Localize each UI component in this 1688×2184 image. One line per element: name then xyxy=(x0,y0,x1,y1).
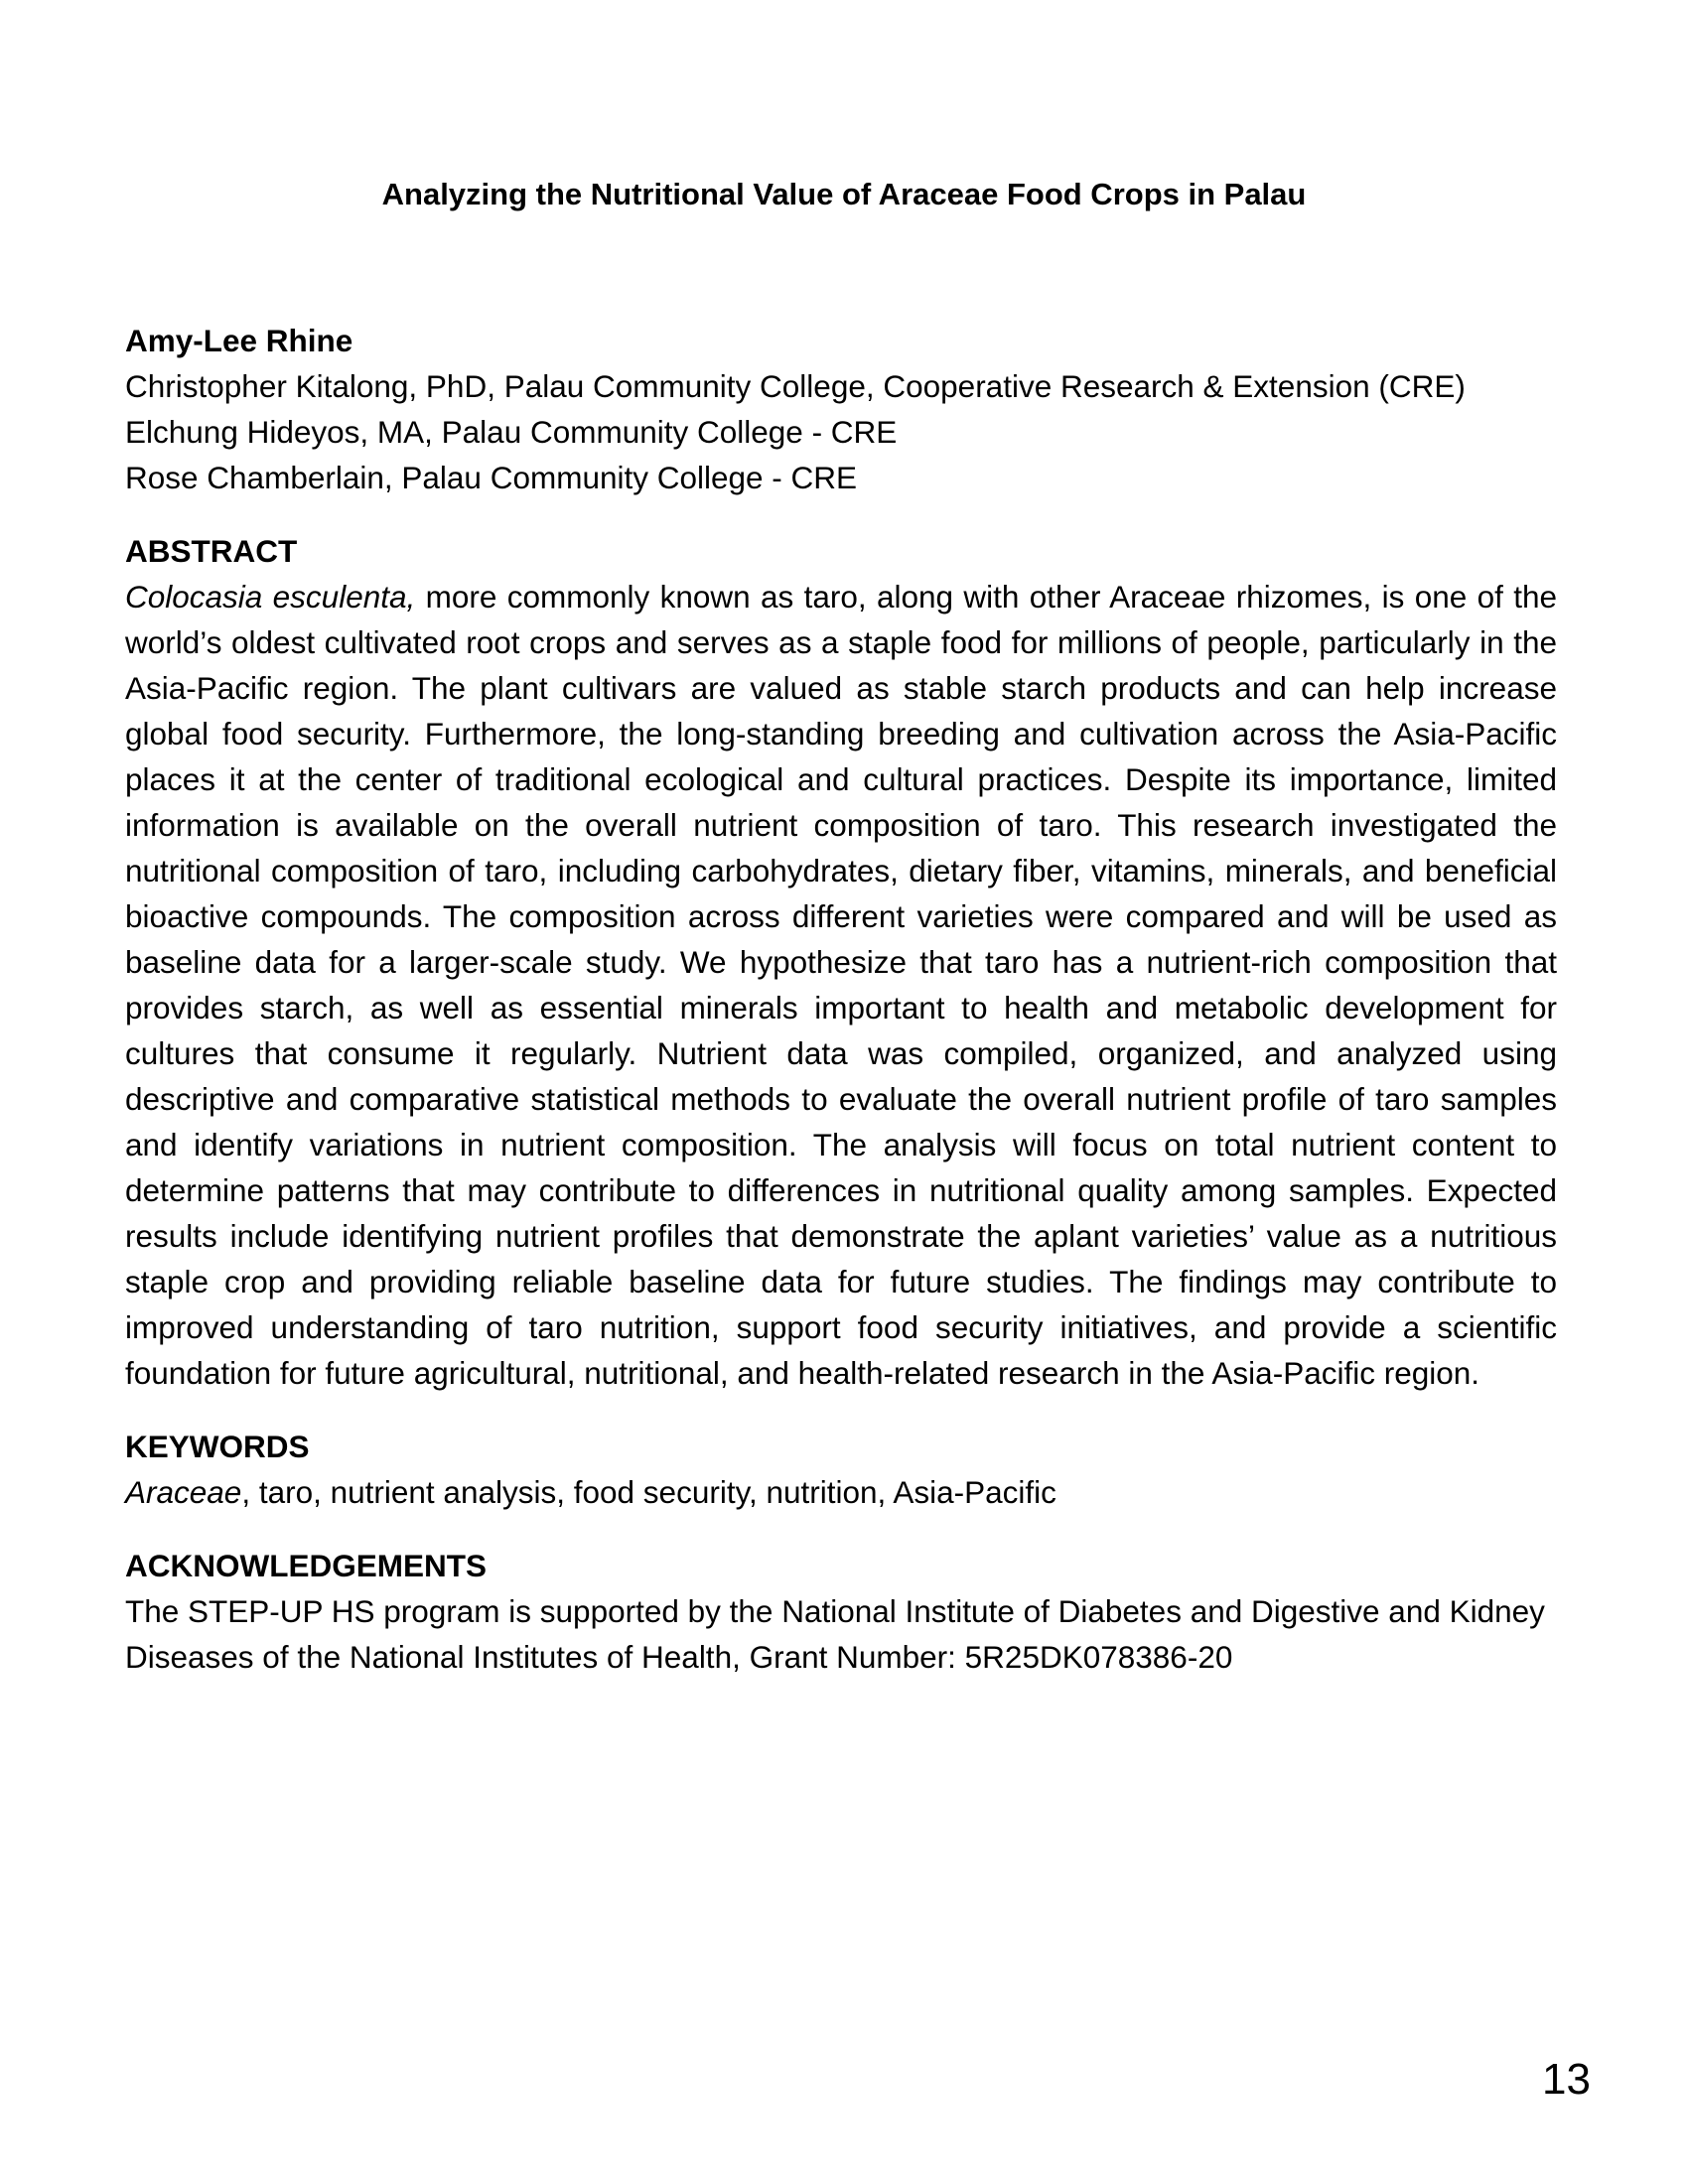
acknowledgements-heading: ACKNOWLEDGEMENTS xyxy=(125,1548,487,1583)
keywords-rest: , taro, nutrient analysis, food security, nutrition, Asia-Pacific xyxy=(241,1474,1056,1510)
content-area xyxy=(125,318,1557,1680)
coauthor-line: Rose Chamberlain, Palau Community College - CRE xyxy=(125,460,858,495)
species-name: Colocasia esculenta, xyxy=(125,579,416,614)
page-number: 13 xyxy=(1542,2055,1591,2104)
abstract-heading: ABSTRACT xyxy=(125,533,298,569)
abstract-text xyxy=(125,574,1557,1396)
keywords-text xyxy=(125,1469,1557,1515)
keyword-family-name: Araceae xyxy=(125,1474,242,1510)
paper-title: Analyzing the Nutritional Value of Araceae Food Crops in Palau xyxy=(381,177,1307,211)
coauthor-line: Elchung Hideyos, MA, Palau Community College - CRE xyxy=(125,414,898,450)
abstract-body: more commonly known as taro, along with other Araceae rhizomes, is one of the world’s oldest cultivated root crops and serves as a staple food for millions of people, particularly in the Asia-Pacific region. The plant cultivars are valued as stable starch products and can help increase global food security. Furthermore, the long-standing breeding and cultivation across the Asia-Pacific places it at the center of traditional ecological and cultural practices. Despite its importance, limited information is available on the overall nutrient composition of taro. This research investigated the nutritional composition of taro, including carbohydrates, dietary fiber, vitamins, minerals, and beneficial bioactive compounds. The composition across different varieties were compared and will be used as baseline data for a larger-scale study. We hypothesize that taro has a nutrient-rich composition that provides starch, as well as essential minerals important to health and metabolic development for cultures that consume it regularly. Nutrient data was compiled, organized, and analyzed using descriptive and comparative statistical methods to evaluate the overall nutrient profile of taro samples and identify variations in nutrient composition. The analysis will focus on total nutrient content to determine patterns that may contribute to differences in nutritional quality among samples. Expected results include identifying nutrient profiles that demonstrate the aplant varieties’ value as a nutritious staple crop and providing reliable baseline data for future studies. The findings may contribute to improved understanding of taro nutrition, support food security initiatives, and provide a scientific foundation for future agricultural, nutritional, and health-related research in the Asia-Pacific region. xyxy=(125,579,1558,1391)
acknowledgements-text: The STEP-UP HS program is supported by the National Institute of Diabetes and Digestive and Kidney Diseases of the National Institutes of Health, Grant Number: 5R25DK078386-20 xyxy=(125,1593,1545,1675)
coauthor-line: Christopher Kitalong, PhD, Palau Community College, Cooperative Research & Extension (CRE) xyxy=(125,368,1466,404)
presenter-name: Amy-Lee Rhine xyxy=(125,323,353,358)
keywords-heading: KEYWORDS xyxy=(125,1429,310,1464)
